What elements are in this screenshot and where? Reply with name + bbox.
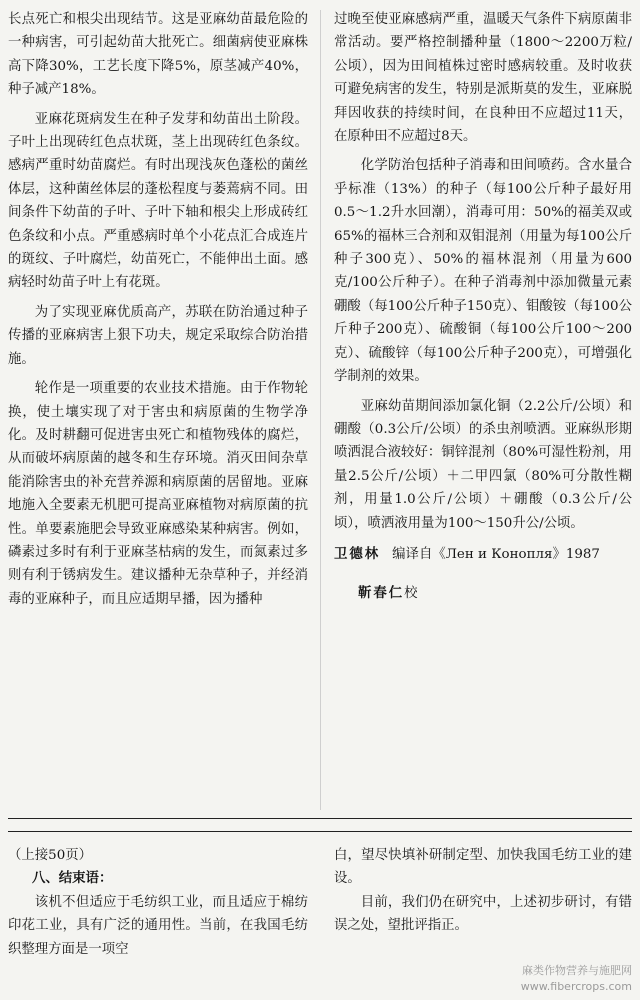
translator-name: 卫德林 (334, 545, 381, 562)
checker-name: 靳春仁 (358, 585, 405, 602)
paragraph: 白，望尽快填补研制定型、加快我国毛纺工业的建设。 (334, 848, 632, 887)
section-heading: 八、结束语： (32, 870, 113, 887)
translator-source: 编译自《Лен и Конопля》1987 (392, 546, 600, 562)
paragraph: 亚麻花斑病发生在种子发芽和幼苗出土阶段。子叶上出现砖红色点状斑，茎上出现砖红色条纹。感病严重时幼苗腐烂。有时出现浅灰色蓬松的菌丝体层，这种菌丝体层的蓬松程度与萎蔫病不同。田间条件下幼苗的子叶、子叶下轴和根尖上形成砖红色条纹和小点。严重感病时单个小花点汇合成连片的斑纹、子叶腐烂，幼苗死亡，不能伸出土面。感病轻时幼苗子叶上有花斑。 (8, 111, 308, 291)
section-rule (8, 818, 632, 819)
paragraph: 长点死亡和根尖出现结节。这是亚麻幼苗最危险的一种病害，可引起幼苗大批死亡。细菌病使亚麻株高下降30%，工艺长度下降5%，原茎减产40%，种子减产18%。 (8, 12, 308, 98)
paragraph: 轮作是一项重要的农业技术措施。由于作物轮换，使土壤实现了对于害虫和病原菌的生物学净化。及时耕翻可促进害虫死亡和植物残体的腐烂，从而破坏病原菌的越冬和生存环境。消灭田间杂草能消除害虫的补充营养源和病原菌的居留地。亚麻地施入全要素无机肥可提高亚麻植物对病原菌的抗性。单要素施肥会导致亚麻感染某种病害。例如，磷素过多时有利于亚麻茎枯病的发生，而氮素过多则有利于锈病发生。建议播种无杂草种子，并经消毒的亚麻种子，而且应适期早播，因为播种 (8, 381, 308, 607)
article-column-bottom-left (8, 844, 308, 961)
translator-credit (334, 543, 632, 566)
watermark-text: 麻类作物营养与施肥网 (522, 964, 632, 977)
column-divider (320, 10, 321, 810)
paragraph: 为了实现亚麻优质高产，苏联在防治通过种子传播的亚麻病害上狠下功夫，规定采取综合防治措施。 (8, 304, 308, 367)
article-column-bottom-right (334, 844, 632, 938)
paragraph: 亚麻幼苗期间添加氯化铜（2.2公斤/公顷）和硼酸（0.3公斤/公顷）的杀虫剂喷洒。亚麻纵形期喷洒混合液较好：铜锌混剂（80%可湿性粉剂，用量2.5公斤/公顷）＋二甲四氯（80%可分散性糊剂，用量1.0公斤/公顷）＋硼酸（0.3公斤/公顷），喷洒液用量为100～150升公/公顷。 (334, 398, 632, 531)
checker-credit (334, 582, 632, 605)
watermark-url: www.fibercrops.com (520, 980, 632, 993)
article-column-left (8, 8, 308, 611)
continued-note: （上接50页） (8, 848, 92, 863)
article-column-right (334, 8, 632, 606)
checker-role: 校 (404, 586, 418, 602)
section-rule (8, 831, 632, 832)
paragraph: 过晚至使亚麻感病严重，温暖天气条件下病原菌非常活动。要严格控制播种量（1800～2200万粒/公顷），因为田间植株过密时感病较重。及时收获可避免病害的发生，特别是派斯莫的发生，亚麻脱拜因收获的持续时间，在良种田不应超过11天，在原种田不应超过8天。 (334, 12, 632, 145)
paragraph: 化学防治包括种子消毒和田间喷药。含水量合乎标准（13%）的种子（每100公斤种子最好用0.5～1.2升水回潮），消毒可用：50%的福美双或65%的福林三合剂和双钼混剂（用量为每100公斤种子300克）、50%的福林混剂（用量为600克/100公斤种子）。在种子消毒剂中添加微量元素硼酸（每100公斤种子150克）、钼酸铵（每100公斤种子200克）、硫酸铜（每100公斤100～200克）、硫酸锌（每100公斤种子200克），可增强化学制剂的效果。 (334, 158, 632, 385)
paragraph: 该机不但适应于毛纺织工业，而且适应于棉纺印花工业，具有广泛的通用性。当前，在我国毛纺织整理方面是一项空 (8, 894, 308, 957)
paragraph: 目前，我们仍在研究中，上述初步研讨，有错误之处，望批评指正。 (334, 894, 632, 934)
